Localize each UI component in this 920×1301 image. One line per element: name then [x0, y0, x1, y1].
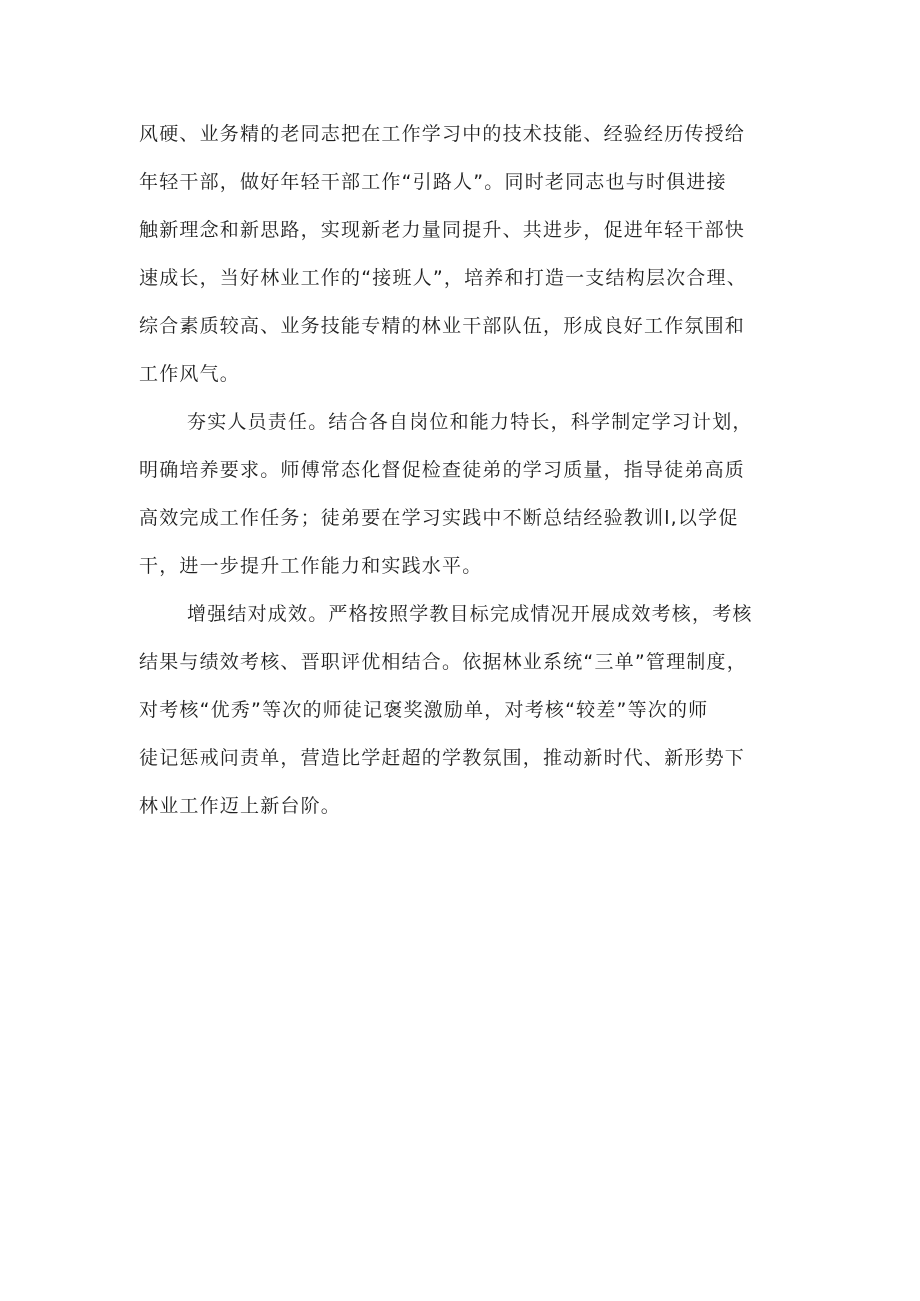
paragraph-line: 干，进一步提升工作能力和实践水平。 — [139, 555, 483, 577]
paragraph-3 — [139, 590, 799, 830]
paragraph-line: 高效完成工作任务；徒弟要在学习实践中不断总结经验教训l,以学促 — [139, 507, 739, 529]
paragraph-line: 速成长，当好林业工作的“接班人”，培养和打造一支结构层次合理、 — [139, 267, 747, 289]
paragraph-line: 综合素质较高、业务技能专精的林业干部队伍，形成良好工作氛围和 — [139, 315, 746, 337]
paragraph-line: 明确培养要求。师傅常态化督促检查徒弟的学习质量，指导徒弟高质 — [139, 459, 746, 481]
paragraph-2 — [139, 398, 799, 590]
paragraph-line: 增强结对成效。严格按照学教目标完成情况开展成效考核，考核 — [187, 603, 753, 625]
paragraph-line: 年轻干部，做好年轻干部工作“引路人”。同时老同志也与时俱进接 — [139, 171, 727, 193]
paragraph-1 — [139, 110, 799, 398]
paragraph-line: 工作风气。 — [139, 363, 241, 385]
paragraph-line: 风硬、业务精的老同志把在工作学习中的技术技能、经验经历传授给 — [139, 123, 746, 145]
document-body — [139, 110, 799, 830]
paragraph-line: 徒记惩戒问责单，营造比学赶超的学教氛围，推动新时代、新形势下 — [139, 747, 746, 769]
paragraph-line: 对考核“优秀”等次的师徒记褒奖激励单，对考核“较差”等次的师 — [139, 699, 709, 721]
paragraph-line: 结果与绩效考核、晋职评优相结合。依据林业系统“三单”管理制度， — [139, 651, 747, 673]
paragraph-line: 林业工作迈上新台阶。 — [139, 795, 342, 817]
paragraph-line: 夯实人员责任。结合各自岗位和能力特长，科学制定学习计划， — [187, 411, 753, 433]
paragraph-line: 触新理念和新思路，实现新老力量同提升、共进步，促进年轻干部快 — [139, 219, 746, 241]
